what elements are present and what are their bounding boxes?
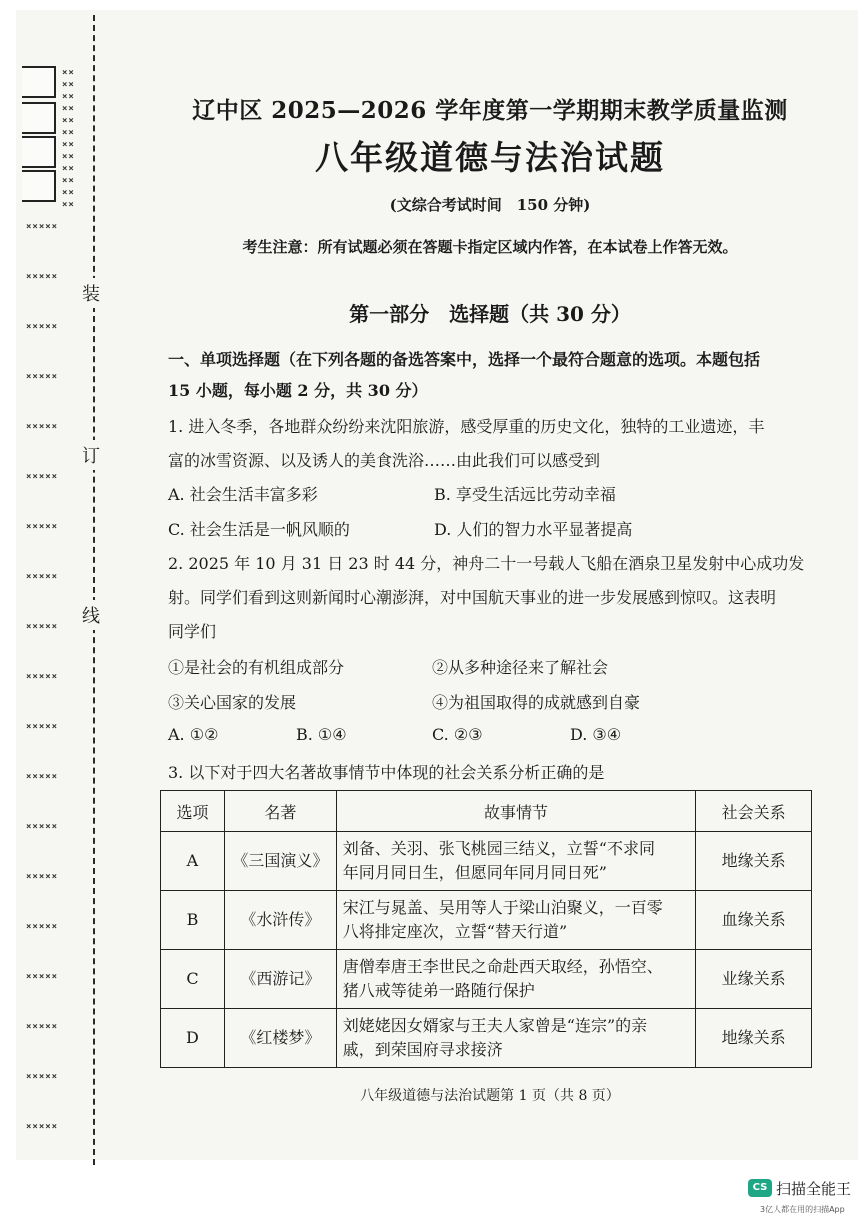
plot-line: 猪八戒等徒弟一路随行保护: [342, 981, 535, 1000]
camscanner-tagline: 3亿人都在用的扫描App: [760, 1205, 845, 1214]
row-option: C: [161, 950, 225, 1009]
binding-x-mark: ××: [62, 140, 75, 150]
plot-line: 宋江与晁盖、吴用等人于梁山泊聚义，一百零: [342, 898, 663, 917]
plot-line: 戚，到荣国府寻求接济: [342, 1040, 503, 1059]
plot-line: 八将排定座次，立誓“替天行道”: [342, 922, 568, 941]
binding-x-mark: ×××××: [26, 322, 59, 332]
binding-x-mark: ××: [62, 116, 75, 126]
q2-item-1: ①是社会的有机组成部分: [168, 658, 345, 677]
row-relation: 地缘关系: [696, 832, 812, 891]
info-box: [22, 66, 56, 98]
binding-dashed-line: [93, 15, 95, 1165]
row-plot: [336, 1009, 695, 1068]
binding-x-mark: ×××××: [26, 922, 59, 932]
binding-x-mark: ×××××: [26, 572, 59, 582]
row-option: A: [161, 832, 225, 891]
exam-title: 辽中区 2025—2026 学年度第一学期期末教学质量监测: [192, 97, 788, 124]
row-plot: [336, 891, 695, 950]
binding-x-mark: ×××××: [26, 772, 59, 782]
binding-x-mark: ×××××: [26, 472, 59, 482]
q2-item-4: ④为祖国取得的成就感到自豪: [432, 693, 641, 712]
q1-stem: 1. 进入冬季，各地群众纷纷来沈阳旅游，感受厚重的历史文化，独特的工业遗迹，丰: [168, 417, 765, 436]
header-plot: 故事情节: [336, 791, 695, 832]
row-relation: 血缘关系: [696, 891, 812, 950]
binding-x-mark: ××: [62, 164, 75, 174]
q3-table: [160, 790, 812, 1068]
exam-time-note: (文综合考试时间 150 分钟): [389, 196, 591, 214]
exam-notice: 考生注意：所有试题必须在答题卡指定区域内作答，在本试卷上作答无效。: [242, 238, 738, 256]
q2-stem-end: 同学们: [168, 622, 217, 641]
binding-x-mark: ××: [62, 92, 75, 102]
q2-option-a: A. ①②: [168, 725, 219, 744]
q2-option-b: B. ①④: [296, 725, 347, 744]
header-option: 选项: [161, 791, 225, 832]
binding-x-mark: ×××××: [26, 272, 59, 282]
q1-stem-cont: 富的冰雪资源、以及诱人的美食洗浴……由此我们可以感受到: [168, 451, 601, 470]
part-heading: 第一部分 选择题（共 30 分）: [349, 302, 631, 326]
binding-x-mark: ×××××: [26, 1122, 59, 1132]
binding-char-xian: 线: [82, 600, 100, 630]
info-box: [22, 170, 56, 202]
row-relation: 地缘关系: [696, 1009, 812, 1068]
plot-line: 刘备、关羽、张飞桃园三结义，立誓“不求同: [342, 839, 655, 858]
plot-line: 唐僧奉唐王李世民之命赴西天取经，孙悟空、: [342, 957, 663, 976]
table-header-row: [161, 791, 812, 832]
binding-x-mark: ×××××: [26, 1072, 59, 1082]
binding-x-mark: ×××××: [26, 622, 59, 632]
q2-item-2: ②从多种途径来了解社会: [432, 658, 609, 677]
table-row: [161, 832, 812, 891]
binding-x-mark: ×××××: [26, 972, 59, 982]
q2-stem-cont: 射。同学们看到这则新闻时心潮澎湃，对中国航天事业的进一步发展感到惊叹。这表明: [168, 588, 777, 607]
section-instruction-cont: 15 小题，每小题 2 分，共 30 分）: [168, 381, 428, 400]
q1-option-a: A. 社会生活丰富多彩: [168, 485, 318, 504]
table-row: [161, 1009, 812, 1068]
binding-x-mark: ×××××: [26, 822, 59, 832]
binding-x-mark: ×××××: [26, 1022, 59, 1032]
q2-option-d: D. ③④: [570, 725, 622, 744]
row-book: 《水浒传》: [224, 891, 336, 950]
section-instruction: 一、单项选择题（在下列各题的备选答案中，选择一个最符合题意的选项。本题包括: [168, 350, 761, 369]
page-footer: 八年级道德与法治试题第 1 页（共 8 页）: [360, 1088, 620, 1104]
q1-option-c: C. 社会生活是一帆风顺的: [168, 520, 350, 539]
binding-char-zhuang: 装: [82, 278, 100, 308]
binding-x-mark: ××: [62, 68, 75, 78]
camscanner-name: 扫描全能王: [776, 1180, 852, 1198]
info-box: [22, 136, 56, 168]
table-row: [161, 950, 812, 1009]
binding-x-mark: ×××××: [26, 422, 59, 432]
binding-x-mark: ××: [62, 104, 75, 114]
binding-x-mark: ××: [62, 188, 75, 198]
q1-option-d: D. 人们的智力水平显著提高: [434, 520, 633, 539]
binding-x-mark: ××: [62, 80, 75, 90]
binding-x-mark: ××: [62, 152, 75, 162]
q2-option-c: C. ②③: [432, 725, 483, 744]
q2-stem: 2. 2025 年 10 月 31 日 23 时 44 分，神舟二十一号载人飞船在酒泉卫星发射中心成功发: [168, 554, 805, 573]
row-relation: 业缘关系: [696, 950, 812, 1009]
row-option: B: [161, 891, 225, 950]
header-book: 名著: [224, 791, 336, 832]
binding-x-mark: ×××××: [26, 872, 59, 882]
row-book: 《三国演义》: [224, 832, 336, 891]
row-option: D: [161, 1009, 225, 1068]
row-plot: [336, 832, 695, 891]
binding-x-mark: ×××××: [26, 522, 59, 532]
q2-item-3: ③关心国家的发展: [168, 693, 297, 712]
plot-line: 刘姥姥因女婿家与王夫人家曾是“连宗”的亲: [342, 1016, 648, 1035]
q3-stem: 3. 以下对于四大名著故事情节中体现的社会关系分析正确的是: [168, 763, 605, 782]
header-relation: 社会关系: [696, 791, 812, 832]
binding-x-mark: ×××××: [26, 222, 59, 232]
binding-x-mark: ×××××: [26, 672, 59, 682]
plot-line: 年同月同日生，但愿同年同月同日死”: [342, 863, 607, 882]
binding-x-mark: ××: [62, 200, 75, 210]
row-book: 《西游记》: [224, 950, 336, 1009]
info-box: [22, 102, 56, 134]
row-plot: [336, 950, 695, 1009]
binding-x-mark: ×××××: [26, 372, 59, 382]
camscanner-logo: CS: [748, 1179, 772, 1197]
binding-char-ding: 订: [82, 440, 100, 470]
binding-x-mark: ××: [62, 128, 75, 138]
row-book: 《红楼梦》: [224, 1009, 336, 1068]
binding-x-mark: ×××××: [26, 722, 59, 732]
table-row: [161, 891, 812, 950]
q1-option-b: B. 享受生活远比劳动幸福: [434, 485, 616, 504]
exam-subject-title: 八年级道德与法治试题: [315, 138, 665, 177]
binding-x-mark: ××: [62, 176, 75, 186]
